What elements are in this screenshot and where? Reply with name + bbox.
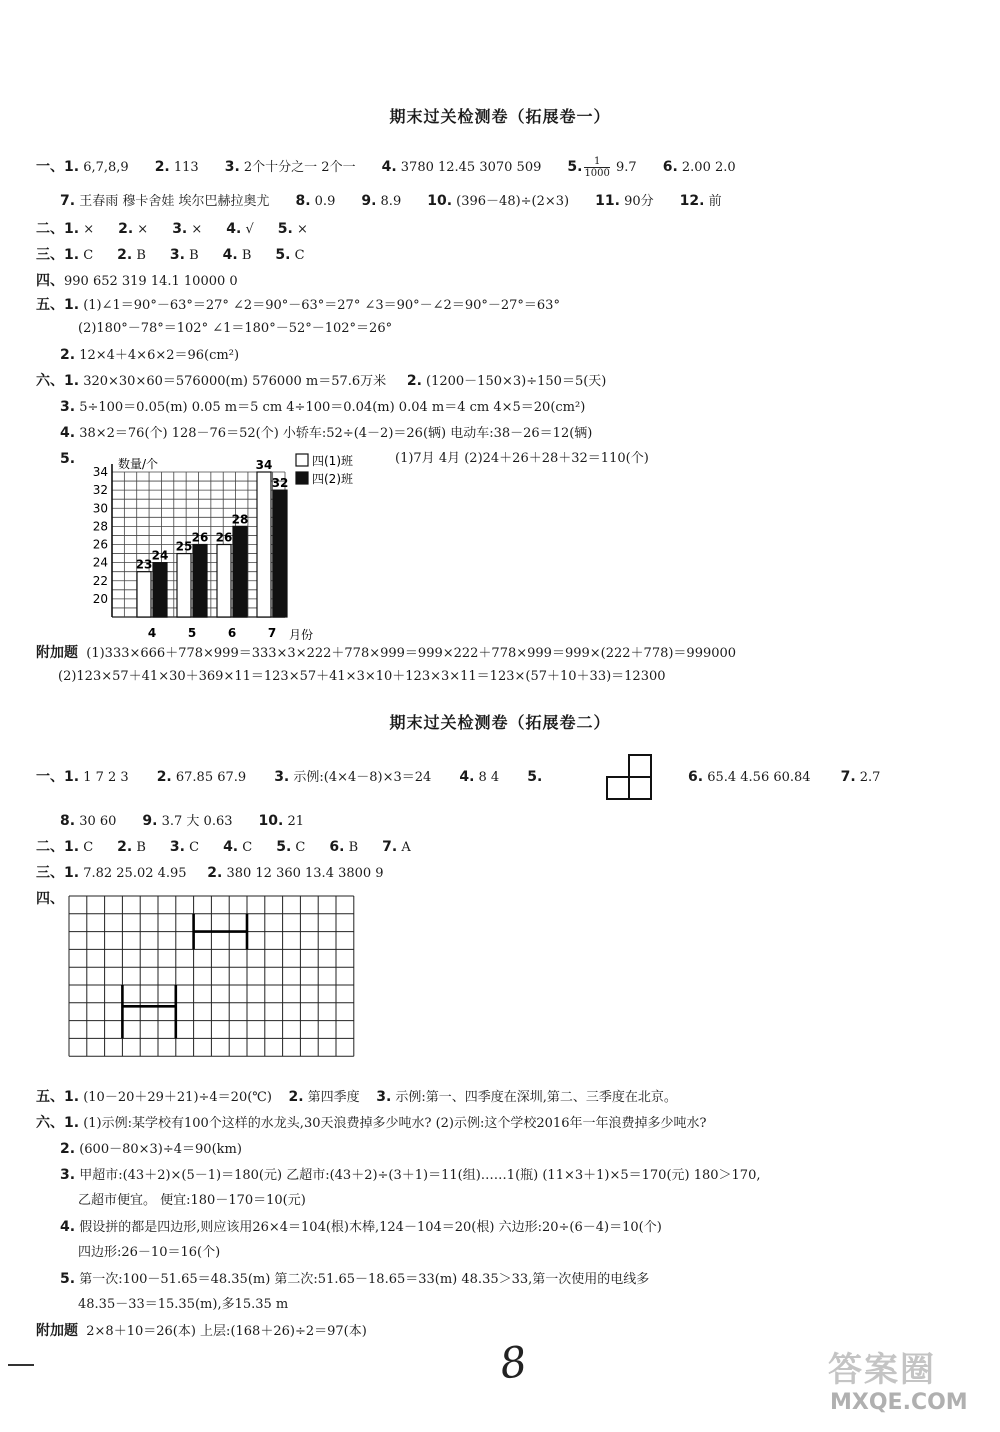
data-label: 24 [151, 548, 169, 563]
item-text: 2.7 [855, 770, 881, 785]
answer-item [259, 814, 305, 829]
answer-item [60, 194, 269, 209]
answer-item [223, 840, 252, 855]
bar-class-1 [177, 554, 191, 617]
item-text: × [79, 222, 95, 237]
x-tick-label: 7 [267, 626, 277, 640]
t2-section-6-q3a: 3. 甲超市:(43＋2)×(5－1)＝180(元) 乙超市:(43＋2)÷(3＋1)＝11(组)……1(瓶) (11×3＋1)×5＝170(元) 180＞170, [60, 1167, 761, 1183]
t2-extra: 附加题 2×8＋10＝26(本) 上层:(168＋26)÷2＝97(本) [36, 1323, 367, 1339]
item-text: C [79, 248, 94, 263]
answer-item [64, 248, 93, 263]
item-text: 3.7 大 0.63 [157, 814, 233, 829]
t1-section-2: 二、1. × 2. × 3. × 4. √ 5. × [36, 221, 308, 237]
data-label: 34 [255, 458, 273, 472]
item-text: B [132, 840, 146, 855]
bar-class-1 [217, 545, 231, 618]
answer-item [170, 840, 199, 855]
y-tick-label: 20 [92, 591, 108, 606]
answer-item [680, 194, 722, 209]
item-text: C [238, 840, 253, 855]
answer-item [226, 222, 253, 237]
item-text: 1 7 2 3 [79, 770, 129, 785]
item-number: 4. [226, 221, 242, 237]
item-text: × [133, 222, 149, 237]
t2-section-4-label: 四、 [36, 891, 64, 907]
answer-item [117, 840, 146, 855]
item-number: 2. [118, 221, 134, 237]
answer-item [567, 156, 637, 179]
t2-section-6-q5a: 5. 第一次:100－51.65＝48.35(m) 第二次:51.65－18.65＝33(m) 48.35＞33,第一次使用的电线多 [60, 1271, 650, 1287]
item-text: 8.9 [376, 194, 402, 209]
answer-item [64, 840, 93, 855]
t2-section-3: 三、1. 7.82 25.02 4.95 2. 380 12 360 13.4 3800 9 [36, 865, 384, 881]
answer-item [64, 222, 94, 237]
answer-item [170, 248, 199, 263]
item-text: C [184, 840, 200, 855]
item-text: 21 [283, 814, 305, 829]
item-text: B [184, 248, 199, 263]
legend-swatch [296, 454, 308, 466]
data-label: 25 [175, 539, 193, 554]
t2-section-6-q3b: 乙超市便宜。 便宜:180－170＝10(元) [78, 1193, 306, 1208]
item-text: 2.00 2.0 [677, 160, 736, 175]
item-text: 90分 [619, 194, 654, 209]
item-number: 7. [60, 193, 76, 209]
item-number: 5. [567, 159, 583, 175]
answer-item [278, 222, 308, 237]
x-tick-label: 6 [227, 626, 237, 640]
item-number: 1. [64, 839, 80, 855]
answer-item [118, 222, 148, 237]
item-number: 8. [295, 193, 311, 209]
data-label: 28 [231, 512, 249, 527]
y-tick-label: 24 [92, 555, 108, 570]
t2-section-5: 五、1. (10－20＋29＋21)÷4＝20(℃) 2. 第四季度 3. 示例:第一、四季度在深圳,第二、三季度在北京。 [36, 1089, 677, 1105]
answer-item [841, 770, 881, 785]
bar-class-2 [273, 490, 287, 617]
x-tick-label: 5 [187, 626, 197, 640]
y-tick-label: 26 [92, 537, 108, 552]
item-number: 4. [222, 247, 238, 263]
item-text: 示例:(4×4－8)×3＝24 [289, 770, 432, 785]
answer-item [276, 840, 305, 855]
bar-class-2 [193, 545, 207, 618]
data-label: 23 [135, 557, 153, 572]
test2-title: 期末过关检测卷（拓展卷二） [389, 713, 611, 732]
item-number: 6. [662, 159, 678, 175]
x-axis-label: 月份 [289, 628, 314, 642]
answer-item [427, 194, 569, 209]
item-number: 2. [117, 839, 133, 855]
answer-item [64, 160, 129, 175]
y-axis-label: 数量/个 [118, 457, 159, 471]
item-text: A [397, 840, 411, 855]
answer-item [295, 194, 335, 209]
watermark-url: MXQE.COM [830, 1390, 968, 1415]
y-tick-label: 22 [92, 573, 108, 588]
shape-upper [194, 914, 247, 950]
y-tick-label: 34 [92, 465, 108, 479]
legend-label: 四(2)班 [312, 472, 353, 486]
item-number: 10. [427, 193, 453, 209]
answer-item [60, 814, 116, 829]
item-number: 4. [459, 769, 475, 785]
legend-label: 四(1)班 [312, 454, 353, 468]
t1-extra-2: (2)123×57＋41×30＋369×11＝123×57＋41×3×10＋123×3×11＝123×(57＋10＋33)＝12300 [58, 669, 666, 684]
answer-item [117, 248, 146, 263]
t1-extra-1: 附加题 (1)333×666＋778×999＝333×3×222＋778×999＝999×222＋778×999＝999×(222＋778)＝999000 [36, 645, 737, 661]
item-number: 2. [154, 159, 170, 175]
item-text: 王春雨 穆卡舍娃 埃尔巴赫拉奥尤 [75, 194, 270, 209]
t1-section-3: 三、1. C 2. B 3. B 4. B 5. C [36, 247, 305, 263]
t1-section-6-q1: 六、1. 320×30×60＝576000(m) 576000 m＝57.6万米 2. (1200－150×3)÷150＝5(天) [36, 373, 607, 389]
item-text: B [344, 840, 359, 855]
answer-item [361, 194, 401, 209]
answer-item [275, 248, 304, 263]
data-label: 26 [215, 530, 233, 545]
item-text: 2个十分之一 2个一 [239, 160, 356, 175]
t2-section-6-q5b: 48.35－33＝15.35(m),多15.35 m [78, 1297, 289, 1312]
t1-section-5-q1a: 五、1. (1)∠1＝90°－63°＝27° ∠2＝90°－63°＝27° ∠3＝90°－∠2＝90°－27°＝63° [36, 297, 560, 313]
item-number: 3. [169, 247, 185, 263]
t2-section-1-row-b [60, 812, 304, 831]
item-number: 3. [172, 221, 188, 237]
item-text: 65.4 4.56 60.84 [703, 770, 811, 785]
page-number: 8 [496, 1336, 531, 1389]
item-text: 0.9 [310, 194, 336, 209]
answer-item [382, 840, 411, 855]
item-number: 11. [595, 193, 620, 209]
item-text: 3780 12.45 3070 509 [396, 160, 542, 175]
item-text: 113 [169, 160, 199, 175]
item-text: 67.85 67.9 [171, 770, 247, 785]
t1-section-1-row-b [60, 192, 722, 211]
t2-section-1-row-a2 [688, 768, 880, 787]
item-text: C [290, 248, 305, 263]
t1-section-4: 四、990 652 319 14.1 10000 0 [36, 273, 238, 289]
y-tick-label: 30 [92, 501, 108, 516]
t1-section-6-q4: 4. 38×2＝76(个) 128－76＝52(个) 小轿车:52÷(4－2)＝26(辆) 电动车:38－26＝12(辆) [60, 425, 593, 441]
item-text: 6,7,8,9 [79, 160, 129, 175]
item-number: 3. [224, 159, 240, 175]
answer-item [225, 160, 356, 175]
item-text: × [292, 222, 308, 237]
bar-class-2 [153, 563, 167, 617]
item-text: C [291, 840, 306, 855]
shape-lower [122, 985, 175, 1038]
item-number: 1. [64, 221, 80, 237]
answer-item [274, 770, 431, 785]
data-label: 32 [271, 476, 289, 491]
item-number: 6. [688, 769, 704, 785]
item-number: 7. [382, 839, 398, 855]
item-text: B [237, 248, 252, 263]
t2-section-6-q4b: 四边形:26－10＝16(个) [78, 1245, 221, 1260]
t1-section-1-row-a: 一、1. 6,7,8,9 2. 113 3. 2个十分之一 2个一 4. 3780 12.45 3070 509 5. $\frac{1}{1000}$ 9.7 6. 2.00 2.0 [36, 156, 736, 179]
answer-item [155, 160, 199, 175]
bar-class-1 [137, 572, 151, 617]
fraction: $\frac{1}{1000}$ [584, 156, 610, 179]
t1-section-6-q5-number: 5. [60, 451, 76, 467]
item-text: × [187, 222, 203, 237]
grid-figure [66, 893, 356, 1068]
bar-class-2 [233, 526, 247, 617]
item-number: 5. [275, 247, 291, 263]
t2-section-1-row-a: 一、1. 1 7 2 3 2. 67.85 67.9 3. 示例:(4×4－8)×3＝24 4. 8 4 5. [36, 769, 543, 785]
t1-section-5-q1b: (2)180°－78°＝102° ∠1＝180°－52°－102°＝26° [78, 321, 393, 336]
bar-chart [80, 452, 400, 642]
item-number: 4. [381, 159, 397, 175]
answer-item [142, 814, 232, 829]
answer-item [329, 840, 358, 855]
item-number: 5. [527, 769, 543, 785]
answer-item [459, 770, 499, 785]
t1-section-6-q5-answer: (1)7月 4月 (2)24＋26＋28＋32＝110(个) [395, 451, 649, 466]
watermark-logo: 答案圈 [828, 1350, 936, 1390]
answer-item [663, 160, 736, 175]
answer-item [688, 770, 811, 785]
item-number: 3. [274, 769, 290, 785]
item-number: 7. [840, 769, 856, 785]
t2-section-6-q1: 六、1. (1)示例:某学校有100个这样的水龙头,30天浪费掉多少吨水? (2)示例:这个学校2016年一年浪费掉多少吨水? [36, 1115, 707, 1131]
cube-view-figure [606, 754, 654, 800]
answer-item [595, 194, 654, 209]
item-text: 前 [704, 194, 722, 209]
item-text: B [132, 248, 146, 263]
answer-item [527, 770, 542, 785]
item-text: √ [241, 222, 254, 237]
data-label: 26 [191, 530, 209, 545]
item-number: 5. [277, 221, 293, 237]
item-text: 9.7 [611, 160, 637, 175]
t2-section-2: 二、1. C 2. B 3. C 4. C 5. C 6. B 7. A [36, 839, 411, 855]
item-number: 5. [276, 839, 292, 855]
item-number: 12. [679, 193, 705, 209]
item-number: 10. [258, 813, 284, 829]
answer-item [382, 160, 542, 175]
t2-section-6-q4a: 4. 假设拼的都是四边形,则应该用26×4＝104(根)木棒,124－104＝20(根) 六边形:20÷(6－4)＝10(个) [60, 1219, 662, 1235]
item-number: 2. [117, 247, 133, 263]
answer-item [64, 770, 129, 785]
item-text: C [79, 840, 94, 855]
item-number: 6. [329, 839, 345, 855]
bottom-rule [8, 1364, 34, 1366]
item-number: 1. [64, 159, 80, 175]
answer-item [157, 770, 247, 785]
y-tick-label: 32 [92, 483, 108, 498]
item-number: 1. [64, 247, 80, 263]
y-tick-label: 28 [92, 519, 108, 534]
x-tick-label: 4 [147, 626, 157, 640]
item-number: 9. [142, 813, 158, 829]
t1-section-6-q3: 3. 5÷100＝0.05(m) 0.05 m＝5 cm 4÷100＝0.04(m) 0.04 m＝4 cm 4×5＝20(cm²) [60, 399, 586, 415]
item-number: 9. [361, 193, 377, 209]
item-number: 1. [64, 769, 80, 785]
item-text: 8 4 [474, 770, 500, 785]
answer-item [172, 222, 202, 237]
legend-swatch [296, 472, 308, 484]
test1-title: 期末过关检测卷（拓展卷一） [389, 107, 611, 126]
answer-item [223, 248, 252, 263]
item-text: 30 60 [75, 814, 117, 829]
item-number: 8. [60, 813, 76, 829]
item-number: 2. [156, 769, 172, 785]
t2-section-6-q2: 2. (600－80×3)÷4＝90(km) [60, 1141, 242, 1157]
item-text: (396－48)÷(2×3) [452, 194, 570, 209]
item-number: 3. [169, 839, 185, 855]
item-number: 4. [223, 839, 239, 855]
bar-class-1 [257, 472, 271, 617]
t1-section-5-q2: 2. 12×4＋4×6×2＝96(cm²) [60, 347, 240, 363]
